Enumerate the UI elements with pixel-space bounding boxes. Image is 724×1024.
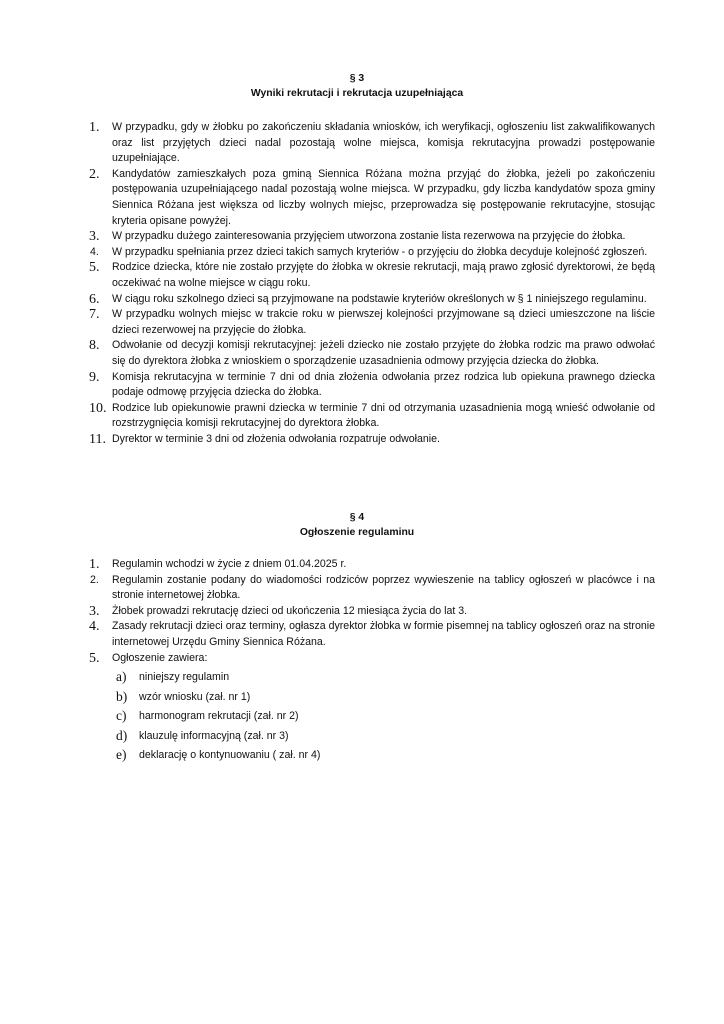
list-item (0, 370, 724, 401)
list-item (0, 120, 724, 167)
item-text: Regulamin wchodzi w życie z dniem 01.04.2025 r. (112, 558, 347, 570)
list-item (0, 260, 724, 291)
item-text: W przypadku, gdy w żłobku po zakończeniu składania wniosków, ich weryfikacji, ogłoszeniu list zakwalifikowanych oraz list przyjętych dzieci nadal pozostają wolne miejsca, komisja rekrutacyjna prowadzi postępowanie uzupełniające. (112, 121, 655, 165)
sub-list-item (0, 747, 724, 767)
sub-item-text: wzór wniosku (zał. nr 1) (139, 690, 251, 703)
section-4-list (0, 557, 724, 767)
sub-item-text: harmonogram rekrutacji (zał. nr 2) (139, 710, 299, 723)
item-text: Regulamin zostanie podany do wiadomości rodziców poprzez wywieszenie na tablicy ogłoszeń w placówce i na stronie internetowej żłobka. (112, 573, 655, 602)
sub-item-text: niniejszy regulamin (139, 671, 230, 684)
sub-item-letter: d) (116, 727, 128, 743)
item-text: Rodzice dziecka, które nie zostało przyjęte do żłobka w okresie rekrutacji, mają prawo zgłosić dyrektorowi, że będą oczekiwać na wolne miejsce w ciągu roku. (112, 261, 655, 289)
sub-item-text: klauzulę informacyjną (zał. nr 3) (139, 729, 289, 742)
item-text: Ogłoszenie zawiera: (112, 651, 208, 664)
item-text: Zasady rekrutacji dzieci oraz terminy, ogłasza dyrektor żłobka w formie pisemnej na tablicy ogłoszeń oraz na stronie internetowej Urzędu Gminy Siennica Różana. (112, 620, 655, 648)
item-number: 1. (89, 557, 100, 572)
item-number: 4. (89, 619, 100, 635)
item-text: Kandydatów zamieszkałych poza gminą Siennica Różana można przyjąć do żłobka, jeżeli po zakończeniu postępowania uzupełniającego nadal pozostają wolne miejsca. W przypadku, gdy liczba kandydatów spoza gminy Siennica Różana jest większa od liczby wolnych miejsc, przeprowadza się postępowanie rekrutacyjne, stosując kryteria opisane powyżej. (112, 167, 655, 227)
sub-item-text: deklarację o kontynuowaniu ( zał. nr 4) (139, 749, 321, 762)
section-3-heading (112, 71, 602, 101)
item-number: 7. (89, 307, 100, 323)
item-number: 2. (90, 573, 99, 586)
list-item (0, 401, 724, 432)
item-text: W przypadku spełniania przez dzieci takich samych kryteriów - o przyjęciu do żłobka decyduje kolejność zgłoszeń. (112, 245, 648, 258)
section-4-number: § 4 (349, 512, 365, 523)
list-item (0, 573, 724, 604)
item-number: 3. (89, 229, 100, 245)
item-text: W przypadku wolnych miejsc w trakcie roku w pierwszej kolejności przyjmowane są dzieci umieszczone na liście dzieci rezerwowej na przyjęcie do żłobka. (112, 308, 655, 336)
list-item (0, 229, 724, 245)
section-3-title: Wyniki rekrutacji i rekrutacja uzupełniająca (250, 88, 464, 99)
sub-item-letter: e) (116, 747, 127, 763)
list-item (0, 245, 724, 261)
list-item (0, 338, 724, 369)
sub-item-letter: a) (116, 669, 127, 685)
item-text: Komisja rekrutacyjna w terminie 7 dni od dnia złożenia odwołania przez rodzica lub opiekuna prawnego dziecka podaje odmowę przyjęcia dziecka do żłobka. (112, 370, 655, 399)
item-number: 3. (89, 603, 100, 619)
item-number: 2. (89, 166, 100, 182)
sub-list-item (0, 669, 724, 689)
sub-item-letter: c) (116, 708, 127, 724)
item-number: 8. (89, 338, 100, 354)
item-text: Żłobek prowadzi rekrutację dzieci od ukończenia 12 miesiąca życia do lat 3. (112, 604, 468, 617)
list-item (0, 619, 724, 650)
list-item (0, 604, 724, 620)
item-number: 5. (89, 650, 100, 666)
sub-list-item (0, 689, 724, 709)
sub-list-item (0, 728, 724, 748)
item-number: 11. (89, 431, 106, 447)
list-item (0, 167, 724, 229)
section-4-heading (112, 510, 602, 540)
item-text: W przypadku dużego zainteresowania przyjęciem utworzona zostanie lista rezerwowa na przyjęcie do żłobka. (112, 230, 626, 243)
item-number: 9. (89, 369, 100, 385)
item-text: Rodzice lub opiekunowie prawni dziecka w terminie 7 dni od otrzymania uzasadnienia mogą wnieść odwołanie od rozstrzygnięcia komisji rekrutacyjnej do dyrektora żłobka. (112, 401, 655, 430)
list-item (0, 307, 724, 338)
section-3-number: § 3 (349, 73, 365, 84)
item-number: 1. (89, 120, 100, 135)
sub-list-item (0, 708, 724, 728)
list-item (0, 557, 724, 573)
item-number: 6. (89, 291, 100, 307)
item-text: W ciągu roku szkolnego dzieci są przyjmowane na podstawie kryteriów określonych w § 1 niniejszego regulaminu. (112, 292, 647, 305)
section-4-title: Ogłoszenie regulaminu (299, 527, 415, 538)
item-text: Dyrektor w terminie 3 dni od złożenia odwołania rozpatruje odwołanie. (112, 432, 440, 445)
section-3-list (0, 120, 724, 447)
item-number: 10. (89, 400, 107, 416)
list-item (0, 651, 724, 767)
item-number: 4. (90, 245, 99, 258)
list-item (0, 292, 724, 308)
sub-item-letter: b) (116, 688, 128, 704)
item-number: 5. (89, 260, 100, 276)
item-text: Odwołanie od decyzji komisji rekrutacyjnej: jeżeli dziecko nie zostało przyjęte do żłobka rodzic ma prawo odwołać się do dyrektora żłobka z wnioskiem o sporządzenie uzasadnienia odmowy przyjęcia dziecka do żłobka. (112, 339, 655, 367)
list-item (0, 432, 724, 448)
sub-list (0, 669, 724, 767)
